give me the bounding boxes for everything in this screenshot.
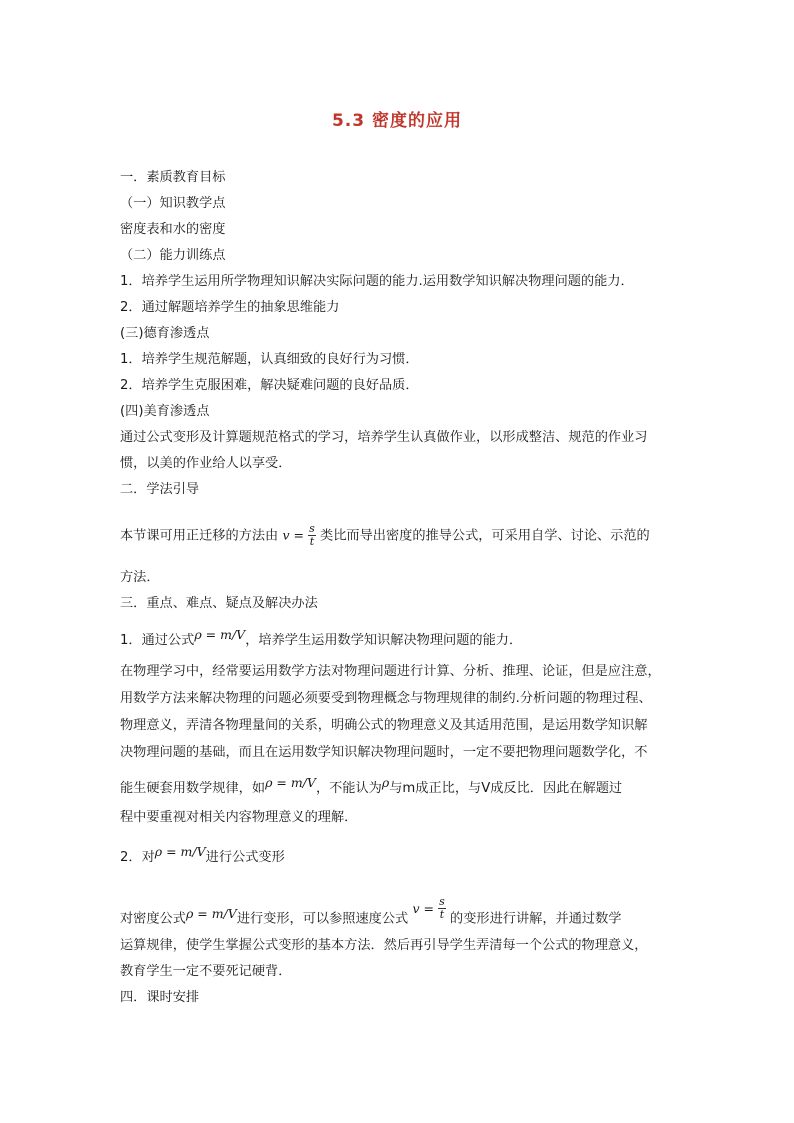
method-paragraph-line-2: 方法． <box>120 570 160 585</box>
ability-item-2: 2．通过解题培养学生的抽象思维能力 <box>120 300 340 315</box>
knowledge-text: 密度表和水的密度 <box>120 222 226 237</box>
ability-item-1: 1．培养学生运用所学物理知识解决实际问题的能力.运用数学知识解决物理问题的能力． <box>120 274 634 289</box>
velocity-symbol: v = <box>282 527 304 543</box>
method-paragraph-line-1 <box>120 523 650 548</box>
density-formula: ρ = m/V <box>185 905 237 921</box>
aesthetic-heading: (四)美育渗透点 <box>120 404 210 419</box>
text-run: ，不能认为 <box>315 781 382 796</box>
text-run: 能生硬套用数学规律，如 <box>120 781 266 796</box>
paragraph-line-4: 决物理问题的基础，而且在运用数学知识解决物理问题时，一定不要把物理问题数学化，不 <box>120 745 648 760</box>
paragraph-line-5 <box>120 775 623 798</box>
density-formula: ρ = m/V <box>194 627 246 642</box>
paragraph-line-2: 用数学方法来解决物理的问题必须要受到物理概念与物理规律的制约.分析问题的物理过程、 <box>120 691 652 706</box>
paragraph-line-6: 程中要重视对相关内容物理意义的理解． <box>120 810 358 825</box>
text-run: 本节课可用正迁移的方法由 <box>120 528 279 544</box>
section-2-heading: 二．学法引导 <box>120 482 200 497</box>
page-title: 5.3 密度的应用 <box>331 111 463 131</box>
density-formula: ρ = m/V <box>154 844 206 859</box>
text-run: 进行公式变形 <box>205 850 285 865</box>
derivation-line-1 <box>120 895 622 931</box>
point-2-line <box>120 844 285 867</box>
text-run: 进行变形，可以参照速度公式 <box>236 911 409 927</box>
text-run: ，培养学生运用数学知识解决物理问题的能力． <box>245 633 523 648</box>
text-run: 类比而导出密度的推导公式，可采用自学、讨论、示范的 <box>320 528 650 544</box>
rho-symbol: ρ <box>381 775 390 790</box>
text-run: 的变形进行讲解，并通过数学 <box>450 911 622 927</box>
section-3-heading: 三．重点、难点、疑点及解决办法 <box>120 596 318 611</box>
moral-item-1: 1．培养学生规范解题，认真细致的良好行为习惯． <box>120 352 419 367</box>
density-formula: ρ = m/V <box>265 775 316 790</box>
fraction-denominator: t <box>439 908 445 921</box>
text-run: 1．通过公式 <box>120 633 195 648</box>
text-run: 与m成正比，与V成反比．因此在解题过 <box>389 781 623 796</box>
moral-heading: (三)德育渗透点 <box>120 326 210 341</box>
text-run: 对密度公式 <box>120 911 186 927</box>
paragraph-line-3: 物理意义，弄清各物理量间的关系，明确公式的物理意义及其适用范围，是运用数学知识解 <box>120 718 648 733</box>
ability-heading: （二）能力训练点 <box>120 248 226 263</box>
section-4-heading: 四．课时安排 <box>120 990 200 1005</box>
fraction-numerator: s <box>439 895 445 908</box>
knowledge-heading: （一）知识教学点 <box>120 196 226 211</box>
derivation-line-3: 教育学生一定不要死记硬背． <box>120 964 292 979</box>
derivation-line-2: 运算规律，使学生掌握公式变形的基本方法．然后再引导学生弄清每一个公式的物理意义， <box>120 938 648 953</box>
velocity-fraction <box>438 896 446 921</box>
point-1-line <box>120 627 523 650</box>
paragraph-line-1: 在物理学习中，经常要运用数学方法对物理问题进行计算、分析、推理、论证，但是应注意， <box>120 664 661 679</box>
aesthetic-text-2: 惯，以美的作业给人以享受． <box>120 456 292 471</box>
section-1-heading: 一．素质教育目标 <box>120 170 226 185</box>
fraction-denominator: t <box>309 535 315 548</box>
aesthetic-text-1: 通过公式变形及计算题规范格式的学习，培养学生认真做作业，以形成整洁、规范的作业习 <box>120 430 648 445</box>
velocity-symbol: v = <box>412 900 434 916</box>
text-run: 2．对 <box>120 850 155 865</box>
velocity-fraction <box>308 523 316 548</box>
fraction-numerator: s <box>309 522 315 535</box>
moral-item-2: 2．培养学生克服困难，解决疑难问题的良好品质． <box>120 378 419 393</box>
